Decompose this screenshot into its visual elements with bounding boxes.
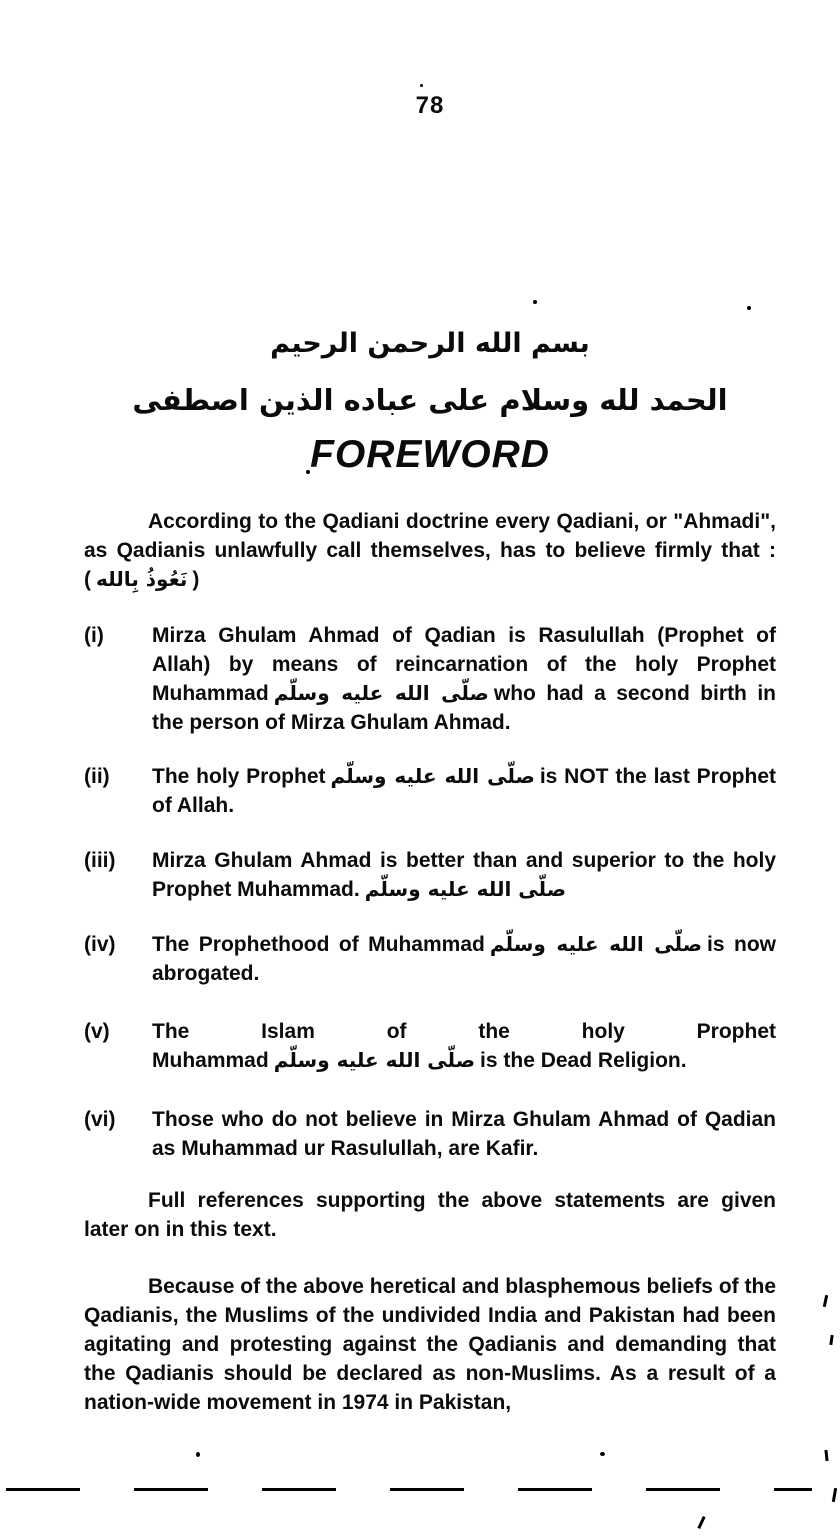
salawat-arabic-phrase: صلّى الله عليه وسلّم bbox=[489, 932, 703, 956]
salawat-arabic-phrase: صلّى الله عليه وسلّم bbox=[273, 681, 489, 705]
scan-speck bbox=[600, 1452, 605, 1456]
salawat-arabic-phrase: صلّى الله عليه وسلّم bbox=[330, 764, 535, 788]
scan-speck bbox=[306, 470, 310, 474]
belief-item-ii bbox=[84, 762, 776, 820]
basmala-arabic-line: بسم الله الرحمن الرحيم bbox=[270, 328, 590, 359]
belief-text-post: is now abrogated. bbox=[152, 933, 777, 985]
scan-edge-mark bbox=[824, 1450, 828, 1461]
references-paragraph: Full references supporting the above statements are given later on in this text. bbox=[84, 1189, 776, 1241]
belief-marker-iv: (iv) bbox=[84, 933, 116, 956]
belief-text-pre: The Islam of the holy Prophet Muhammad bbox=[152, 1020, 776, 1072]
belief-text-pre: The Prophethood of Muhammad bbox=[152, 933, 485, 956]
page-content bbox=[84, 0, 776, 1438]
belief-marker-iii: (iii) bbox=[84, 849, 116, 872]
scan-edge-mark bbox=[823, 1295, 828, 1307]
belief-text-post: is the Dead Religion. bbox=[480, 1049, 687, 1072]
intro-paragraph bbox=[84, 507, 776, 594]
scan-speck bbox=[533, 300, 537, 304]
intro-text-after: ) bbox=[192, 568, 200, 591]
scan-speck bbox=[196, 1452, 200, 1457]
salawat-arabic-phrase: صلّى الله عليه وسلّم bbox=[364, 877, 567, 901]
belief-text-post: is NOT the last Prophet of Allah. bbox=[152, 765, 777, 817]
scan-speck bbox=[747, 306, 751, 310]
belief-marker-ii: (ii) bbox=[84, 765, 110, 788]
belief-text-pre: Mirza Ghulam Ahmad is better than and superior to the holy Prophet Muhammad. bbox=[152, 849, 776, 901]
belief-text-pre: Those who do not believe in Mirza Ghulam Ahmad of Qadian as Muhammad ur Rasulullah, are Kafir. bbox=[152, 1108, 776, 1160]
belief-text-pre: Mirza Ghulam Ahmad of Qadian is Rasulullah (Prophet of Allah) by means of reincarnation of the holy Prophet Muhammad bbox=[152, 624, 776, 705]
scan-edge-mark bbox=[832, 1488, 837, 1502]
belief-text-pre: The holy Prophet bbox=[152, 765, 326, 788]
movement-paragraph: Because of the above heretical and blasphemous beliefs of the Qadianis, the Muslims of the undivided India and Pakistan had been agitating and protesting against the Qadianis and demanding that the Qadianis should be declared as non-Muslims. As a result of a nation-wide movement in 1974 in Pakistan, bbox=[84, 1275, 776, 1414]
intro-arabic-phrase: نَعُوذُ بِالله bbox=[96, 567, 188, 591]
belief-item-iii bbox=[84, 846, 776, 904]
belief-item-iv bbox=[84, 930, 776, 988]
salawat-arabic-phrase: صلّى الله عليه وسلّم bbox=[273, 1048, 476, 1072]
scan-edge-mark bbox=[697, 1516, 705, 1529]
belief-marker-v: (v) bbox=[84, 1020, 110, 1043]
belief-text-post: who had a second birth in the person of Mirza Ghulam Ahmad. bbox=[152, 682, 776, 734]
page-number: 78 bbox=[415, 92, 445, 119]
belief-item-v bbox=[84, 1017, 776, 1075]
hamd-arabic-line: الحمد لله وسلام على عباده الذين اصطفى bbox=[132, 383, 728, 417]
intro-text-before: According to the Qadiani doctrine every Qadiani, or "Ahmadi", as Qadianis unlawfully call themselves, has to believe firmly that : ( bbox=[84, 510, 776, 591]
belief-item-i bbox=[84, 621, 776, 737]
belief-item-vi bbox=[84, 1105, 776, 1163]
scan-bottom-dashed-line bbox=[6, 1488, 812, 1491]
belief-marker-vi: (vi) bbox=[84, 1108, 116, 1131]
scan-edge-mark bbox=[829, 1335, 833, 1345]
belief-list bbox=[84, 621, 776, 1163]
page-title: FOREWORD bbox=[310, 433, 550, 476]
belief-marker-i: (i) bbox=[84, 624, 104, 647]
scan-speck bbox=[420, 84, 423, 87]
